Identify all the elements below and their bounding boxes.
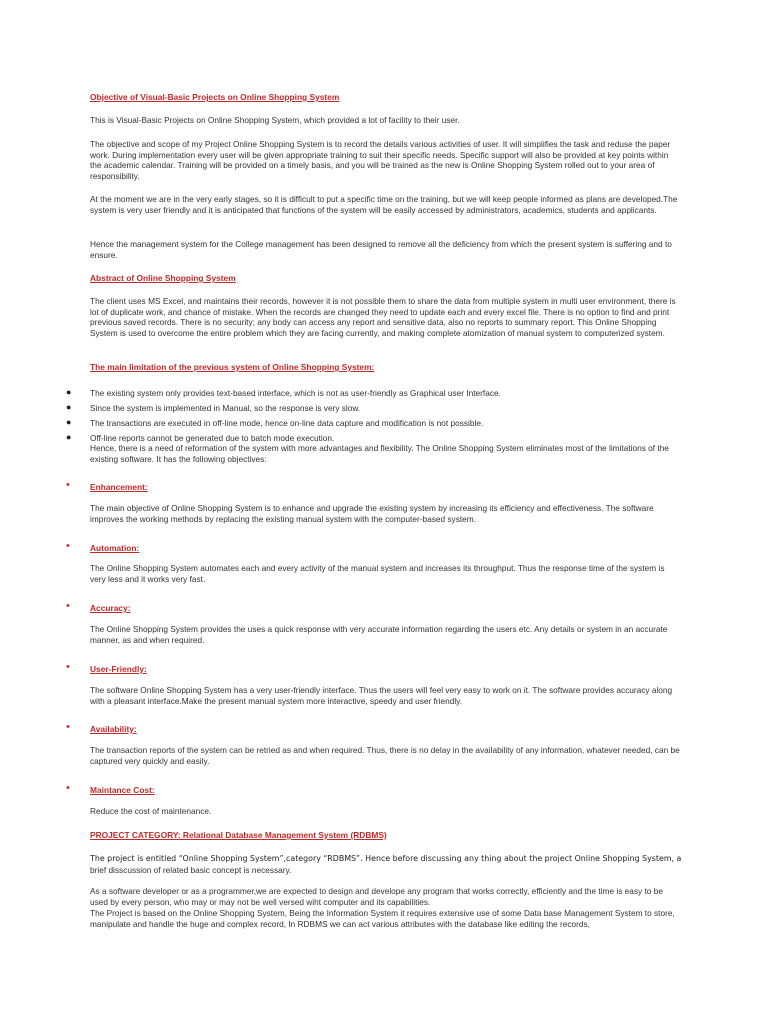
objective-intro: This is Visual-Basic Projects on Online Shopping System, which provided a lot of facility to their user. [90, 115, 460, 125]
objective-paragraph-1: The objective and scope of my Project Online Shopping System is to record the details various activities of user. It will simplifies the task and reduse the paper work. During implementation every user will be given appropriate training to suit their specific needs. Specific support will also be provided at key points within the academic calendar. Training will be provided on a timely basis, and you will be trained as the new is Online Shopping System rolled out to your area of responsibility. [90, 139, 671, 181]
bullet-dot-icon: • [66, 600, 70, 612]
category-paragraph-3: The Project is based on the Online Shopping System, Being the Information System it requires extensive use of some Data base Management System to store, manipulate and handle the huge and complex record, In RDBMS we can act various attributes with the database like editing the records, [90, 908, 675, 929]
limitation-heading: The main limitation of the previous system of Online Shopping System: [90, 362, 375, 372]
objective-text-enhancement: The main objective of Online Shopping System is to enhance and upgrade the existing system by increasing its efficiency and effectiveness. The software improves the working methods by replacing the existing manual system with the computer-based system. [90, 503, 654, 524]
category-heading: PROJECT CATEGORY: Relational Database Management System (RDBMS) [90, 830, 387, 840]
objective-title-maintance-cost: Maintance Cost: [90, 785, 155, 795]
category-paragraph-1-rest: brief disscussion of related basic concept is necessary. [90, 864, 292, 875]
objective-text-accuracy: The Online Shopping System provides the uses a quick response with very accurate information regarding the users etc. Any details or system in an accurate manner, as and when required. [90, 624, 668, 645]
abstract-paragraph: The client uses MS Excel, and maintains their records, however it is not possible them to share the data from multiple system in multi user environment, there is lot of duplicate work, and chance of mistake. When the records are changed they need to update each and every excel file. There is no option to find and print previous saved records. There is no security; any body can access any report and sensitive data, also no reports to summary report. This Online Shopping System is used to overcome the entire problem which they are facing currently, and making complete atomization of manual system to computerized system. [90, 296, 676, 338]
limitation-item: Off-line reports cannot be generated due to batch mode execution. [90, 433, 335, 443]
objective-paragraph-2: At the moment we are in the very early stages, so it is difficult to put a specific time on the training, but we will keep people informed as plans are developed.The system is very user friendly and it is anticipated that functions of the system will be easily accessed by administrators, academics, students and applicants. [90, 194, 678, 215]
category-paragraph-1 [90, 853, 682, 875]
objective-text-maintance-cost: Reduce the cost of maintenance. [90, 806, 212, 816]
limitation-item: The existing system only provides text-based interface, which is not as user-friendly as Graphical user Interface. [90, 388, 501, 398]
objective-title-availability: Availability: [90, 724, 137, 734]
objective-paragraph-3: Hence the management system for the College management has been designed to remove all the deficiency from which the present system is suffering and to ensure. [90, 239, 672, 260]
bullet-dot-icon: • [66, 661, 70, 673]
objective-title-automation: Automation: [90, 543, 140, 553]
bullet-dot-icon: ● [66, 417, 72, 427]
bullet-dot-icon: • [66, 479, 70, 491]
abstract-heading: Abstract of Online Shopping System [90, 273, 236, 283]
bullet-dot-icon: ● [66, 387, 72, 397]
bullet-dot-icon: ● [66, 402, 72, 412]
objective-text-user-friendly: The software Online Shopping System has a very user-friendly interface. Thus the users will feel very easy to work on it. The software provides accuracy along with a pleasant interface.Make the present manual system more interactive, speedy and user friendly. [90, 685, 673, 706]
limitation-item: Since the system is implemented in Manual, so the response is very slow. [90, 403, 361, 413]
bullet-dot-icon: • [66, 721, 70, 733]
objective-title-enhancement: Enhancement: [90, 482, 148, 492]
objective-text-availability: The transaction reports of the system can be retried as and when required. Thus, there is no delay in the availability of any information, whatever needed, can be captured very quickly and easily. [90, 745, 680, 766]
objective-heading: Objective of Visual-Basic Projects on Online Shopping System [90, 92, 340, 102]
objective-text-automation: The Online Shopping System automates each and every activity of the manual system and increases its throughput. Thus the response time of the system is very less and it works very fast. [90, 563, 665, 584]
objective-title-accuracy: Accuracy: [90, 603, 131, 613]
bullet-dot-icon: • [66, 540, 70, 552]
bullet-dot-icon: • [66, 782, 70, 794]
limitation-item: The transactions are executed in off-line mode, hence on-line data capture and modification is not possible. [90, 418, 484, 428]
limitation-followup: Hence, there is a need of reformation of the system with more advantages and flexibility. The Online Shopping System eliminates most of the limitations of the existing software. It has the following objectives: [90, 443, 669, 464]
category-paragraph-1-lead: The project is entitled “Online Shopping System”,category “RDBMS”. Hence before discussing any thing about the project Online Shopping System, a [90, 854, 682, 863]
category-paragraph-2: As a software developer or as a programmer,we are expected to design and develope any program that works correctly, efficiently and the time is easy to be used by every person, who may or may not be well versed wiht computer and its capabilities. [90, 886, 663, 907]
bullet-dot-icon: ● [66, 432, 72, 442]
objective-title-user-friendly: User-Friendly: [90, 664, 147, 674]
